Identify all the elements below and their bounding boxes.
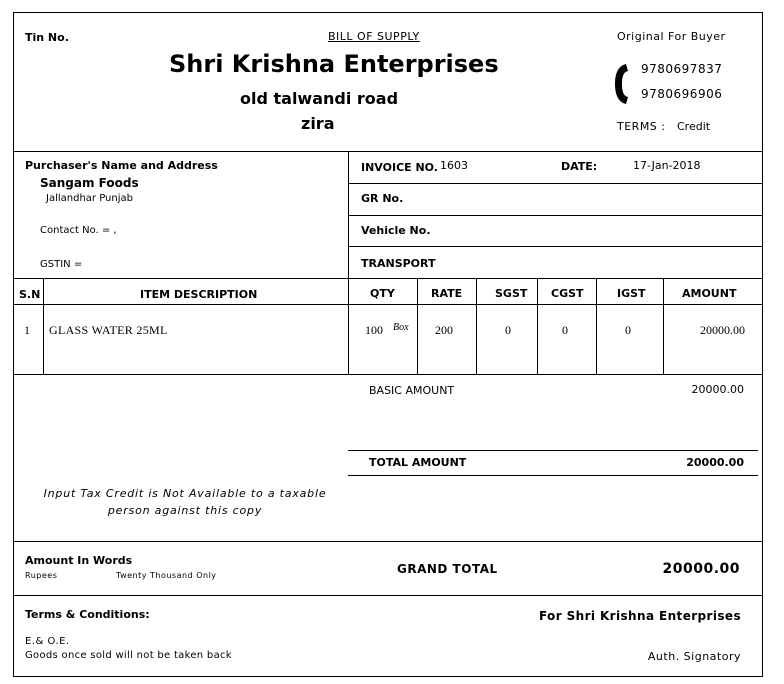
column-divider	[476, 278, 477, 375]
for-company-label: For Shri Krishna Enterprises	[538, 609, 741, 623]
grand-total-value: 20000.00	[662, 561, 740, 577]
row-qty: 100	[365, 323, 383, 337]
table-bottom-line	[13, 374, 763, 375]
row-description: GLASS WATER 25ML	[49, 323, 168, 337]
phone-number-1: 9780697837	[641, 62, 723, 76]
row-rate: 200	[435, 323, 453, 337]
date-label: DATE:	[561, 160, 598, 173]
purchaser-gstin: GSTIN =	[40, 259, 83, 270]
eoe-note: E.& O.E.	[25, 636, 70, 647]
row-unit: Box	[393, 322, 409, 333]
company-name: Shri Krishna Enterprises	[169, 50, 499, 78]
col-header-sn: S.N	[19, 288, 41, 301]
column-divider	[417, 278, 418, 375]
row-divider	[348, 215, 763, 216]
column-divider	[537, 278, 538, 375]
amount-in-words-value: Twenty Thousand Only	[116, 571, 217, 580]
row-igst: 0	[625, 323, 631, 337]
vehicle-no-label: Vehicle No.	[361, 224, 431, 237]
col-header-qty: QTY	[370, 287, 395, 300]
row-cgst: 0	[562, 323, 568, 337]
company-address-line1: old talwandi road	[240, 89, 399, 108]
gr-no-label: GR No.	[361, 192, 404, 205]
terms-label: TERMS :	[617, 120, 666, 133]
table-header-line	[13, 304, 763, 305]
col-header-cgst: CGST	[551, 287, 584, 300]
header-divider	[13, 151, 763, 152]
column-divider	[596, 278, 597, 375]
amount-in-words-label: Amount In Words	[25, 554, 133, 567]
tax-credit-note-line1: Input Tax Credit is Not Available to a taxable	[43, 487, 327, 500]
grand-total-label: GRAND TOTAL	[397, 562, 498, 576]
goods-return-note: Goods once sold will not be taken back	[25, 650, 232, 661]
invoice-no-label: INVOICE NO.	[361, 161, 438, 174]
transport-label: TRANSPORT	[361, 257, 436, 270]
company-address-line2: zira	[301, 114, 335, 133]
column-divider	[43, 278, 44, 375]
tin-label: Tin No.	[25, 31, 69, 44]
words-top-line	[13, 541, 763, 542]
terms-conditions-label: Terms & Conditions:	[25, 608, 150, 621]
row-sn: 1	[24, 323, 30, 337]
phone-icon	[612, 62, 632, 110]
row-divider	[348, 183, 763, 184]
column-divider	[348, 151, 349, 375]
rupees-label: Rupees	[25, 571, 58, 580]
purchaser-name: Sangam Foods	[40, 176, 139, 190]
row-sgst: 0	[505, 323, 511, 337]
phone-number-2: 9780696906	[641, 87, 723, 101]
col-header-igst: IGST	[617, 287, 646, 300]
basic-amount-value: 20000.00	[691, 383, 744, 396]
total-bottom-line	[348, 475, 758, 476]
col-header-rate: RATE	[431, 287, 463, 300]
total-top-line	[348, 450, 758, 451]
col-header-sgst: SGST	[495, 287, 528, 300]
column-divider	[663, 278, 664, 375]
invoice-no-value: 1603	[440, 159, 468, 172]
document-type: BILL OF SUPPLY	[328, 30, 420, 43]
terms-value: Credit	[677, 120, 711, 133]
purchaser-address: Jallandhar Punjab	[46, 193, 133, 204]
basic-amount-label: BASIC AMOUNT	[369, 384, 455, 397]
terms-top-line	[13, 595, 763, 596]
row-amount: 20000.00	[700, 323, 745, 337]
copy-label: Original For Buyer	[617, 30, 726, 43]
col-header-amount: AMOUNT	[682, 287, 737, 300]
purchaser-contact: Contact No. = ,	[40, 225, 117, 236]
date-value: 17-Jan-2018	[633, 159, 701, 172]
row-divider	[348, 246, 763, 247]
purchaser-heading: Purchaser's Name and Address	[25, 159, 218, 172]
col-header-description: ITEM DESCRIPTION	[140, 288, 258, 301]
total-amount-label: TOTAL AMOUNT	[369, 456, 467, 469]
tax-credit-note-line2: person against this copy	[107, 504, 263, 517]
table-top-line	[13, 278, 763, 279]
total-amount-value: 20000.00	[686, 456, 744, 469]
authorized-signatory: Auth. Signatory	[647, 650, 741, 663]
